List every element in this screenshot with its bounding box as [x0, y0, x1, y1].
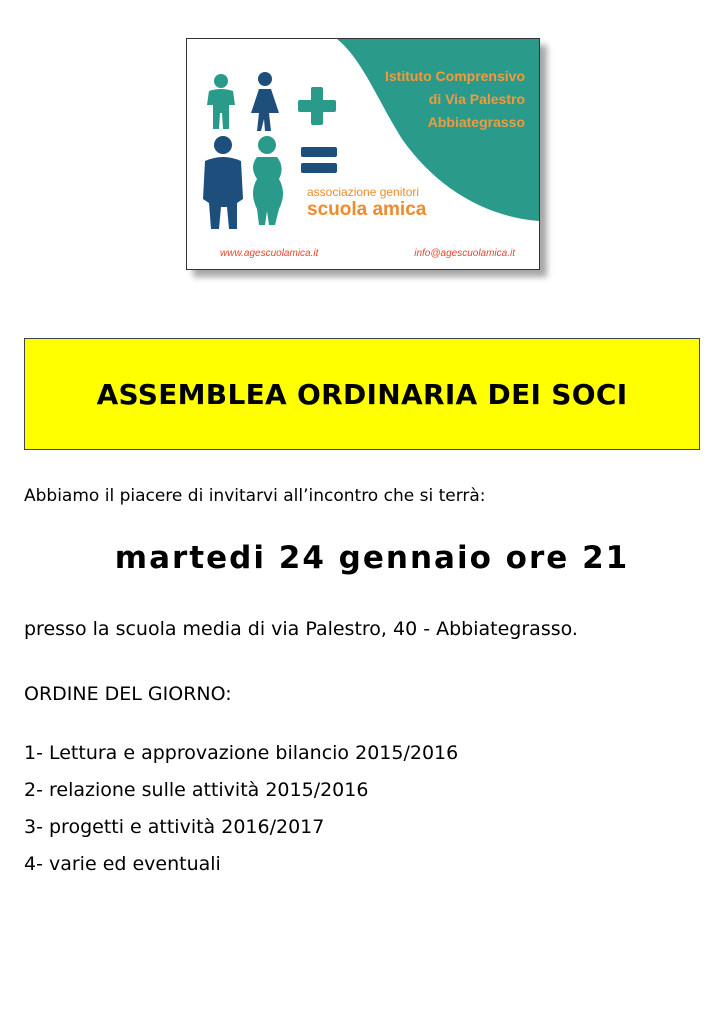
website-link[interactable]: www.agescuolamica.it [220, 248, 319, 259]
page-title: ASSEMBLEA ORDINARIA DEI SOCI [96, 377, 628, 411]
meeting-place: presso la scuola media di via Palestro, 40 - Abbiategrasso. [24, 618, 578, 640]
association-name: scuola amica [307, 199, 427, 220]
institute-name [385, 65, 525, 134]
agenda-list [24, 740, 458, 888]
institute-line: di Via Palestro [428, 91, 525, 107]
agenda-heading: ORDINE DEL GIORNO: [24, 683, 232, 705]
equals-sign-icon [301, 147, 337, 173]
agenda-item: 3- progetti e attività 2016/2017 [24, 816, 325, 838]
plus-sign-icon [298, 87, 336, 125]
association-logo-card [186, 38, 540, 270]
institute-line: Abbiategrasso [427, 114, 525, 130]
adult-figure-icon [203, 136, 243, 229]
institute-line: Istituto Comprensivo [384, 68, 525, 84]
agenda-item: 2- relazione sulle attività 2015/2016 [24, 779, 369, 801]
child-figure-icon [207, 74, 235, 129]
agenda-item: 1- Lettura e approvazione bilancio 2015/2016 [24, 742, 459, 764]
intro-text: Abbiamo il piacere di invitarvi all’incontro che si terrà: [24, 486, 486, 506]
meeting-date: martedi 24 gennaio ore 21 [114, 540, 630, 576]
agenda-item: 4- varie ed eventuali [24, 853, 221, 875]
email-link[interactable]: info@agescuolamica.it [414, 248, 515, 259]
association-label: associazione genitori [307, 185, 420, 199]
girl-figure-icon [251, 72, 279, 131]
woman-figure-icon [253, 136, 283, 225]
title-banner [24, 338, 700, 450]
